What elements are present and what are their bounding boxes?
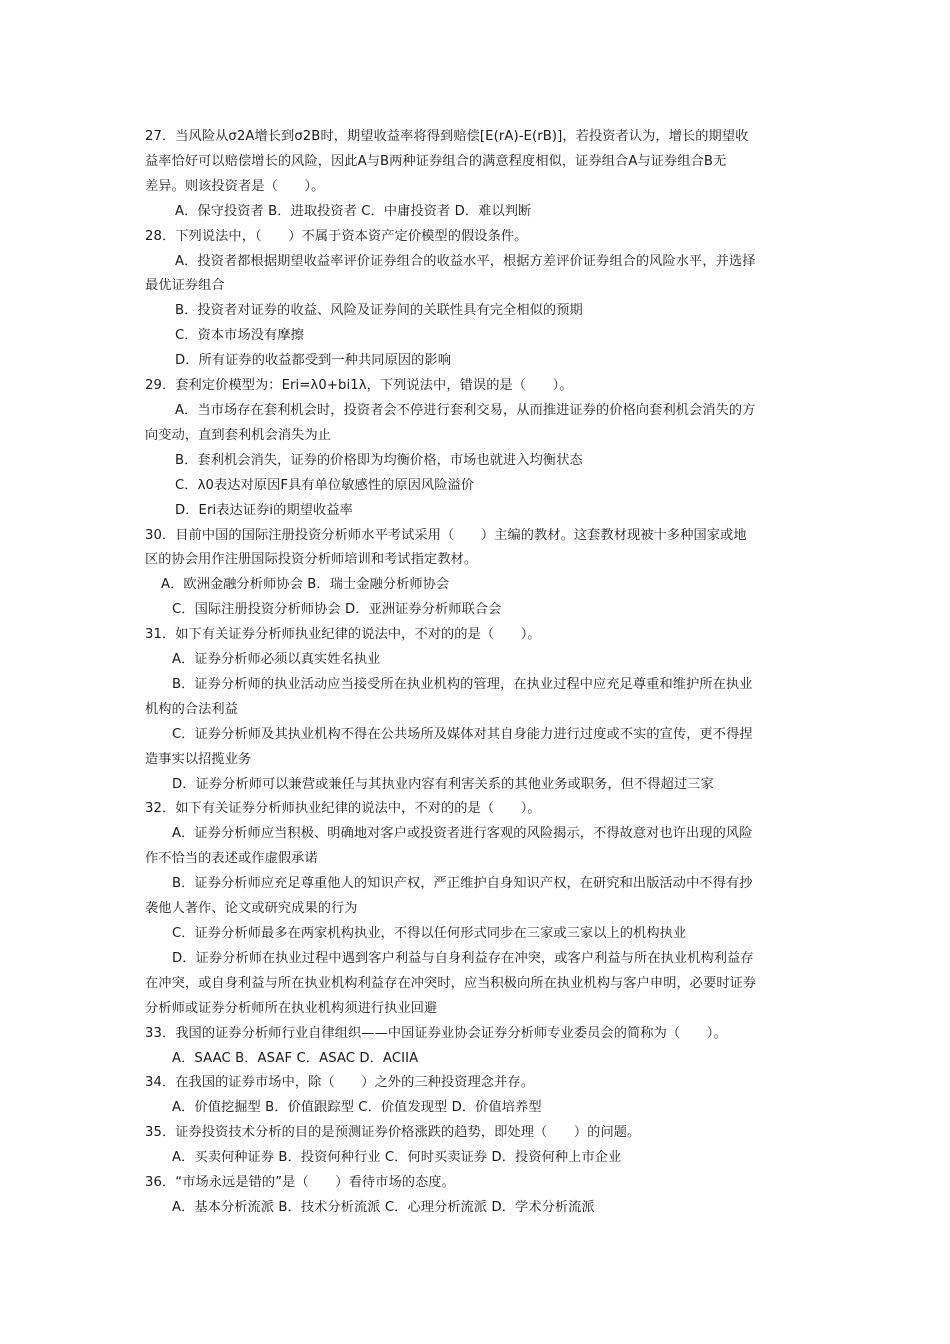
question-35-options: A．买卖何种证券 B．投资何种行业 C．何时买卖证券 D．投资何种上市企业	[172, 1150, 622, 1166]
question-31-option-d: D．证券分析师可以兼营或兼任与其执业内容有利害关系的其他业务或职务，但不得超过三家	[172, 776, 714, 792]
question-31-option-c-line-2: 造事实以招揽业务	[145, 751, 252, 767]
question-31-option-c-line-1: C．证券分析师及其执业机构不得在公共场所及媒体对其自身能力进行过度或不实的宣传，更不得捏	[172, 726, 753, 742]
question-27-options: A．保守投资者 B．进取投资者 C．中庸投资者 D．难以判断	[175, 203, 532, 219]
question-32-option-a-line-2: 作不恰当的表述或作虚假承诺	[145, 851, 318, 867]
question-30-options-ab: A．欧洲金融分析师协会 B．瑞士金融分析师协会	[161, 577, 450, 593]
question-29-option-c: C．λ0表达对原因F具有单位敏感性的原因风险溢价	[175, 477, 475, 493]
question-35-stem: 35．证券投资技术分析的目的是预测证券价格涨跌的趋势，即处理（ ）的问题。	[145, 1125, 641, 1141]
question-32-option-d-line-2: 在冲突，或自身利益与所在执业机构利益存在冲突时，应当积极向所在执业机构与客户申明，必要时证券	[145, 975, 757, 991]
question-34-options: A．价值挖掘型 B．价值跟踪型 C．价值发现型 D．价值培养型	[172, 1100, 542, 1116]
question-34-stem: 34．在我国的证券市场中，除（ ）之外的三种投资理念并存。	[145, 1075, 535, 1091]
question-28-option-a-line-2: 最优证券组合	[145, 278, 225, 294]
question-29-option-b: B．套利机会消失，证券的价格即为均衡价格，市场也就进入均衡状态	[175, 452, 583, 468]
question-31-option-a: A．证券分析师必须以真实姓名执业	[172, 652, 381, 668]
question-30-line-2: 区的协会用作注册国际投资分析师培训和考试指定教材。	[145, 552, 478, 568]
question-28-option-b: B．投资者对证券的收益、风险及证券间的关联性具有完全相似的预期	[175, 303, 583, 319]
question-28-option-d: D．所有证券的收益都受到一种共同原因的影响	[175, 353, 452, 369]
question-27-line-2: 益率恰好可以赔偿增长的风险，因此A与B两种证券组合的满意程度相似，证券组合A与证券组合B无	[145, 153, 727, 169]
question-31-stem: 31．如下有关证券分析师执业纪律的说法中，不对的的是（ ）。	[145, 627, 541, 643]
question-30-options-cd: C．国际注册投资分析师协会 D．亚洲证券分析师联合会	[172, 602, 502, 618]
question-32-option-a-line-1: A．证券分析师应当积极、明确地对客户或投资者进行客观的风险揭示，不得故意对也许出现的风险	[172, 826, 753, 842]
question-30-line-1: 30．目前中国的国际注册投资分析师水平考试采用（ ）主编的教材。这套教材现被十多种国家或地	[145, 527, 747, 543]
question-31-option-b-line-1: B．证券分析师的执业活动应当接受所在执业机构的管理，在执业过程中应充足尊重和维护所在执业	[172, 676, 753, 692]
question-32-option-d-line-1: D．证券分析师在执业过程中遇到客户利益与自身利益存在冲突，或客户利益与所在执业机构利益存	[172, 950, 754, 966]
question-29-option-d: D．Eri表达证券i的期望收益率	[175, 502, 353, 518]
question-31-option-b-line-2: 机构的合法利益	[145, 701, 239, 717]
question-27-line-3: 差异。则该投资者是（ ）。	[145, 178, 325, 194]
question-32-option-d-line-3: 分析师或证券分析师所在执业机构须进行执业回避	[145, 1000, 438, 1016]
question-36-options: A．基本分析流派 B．技术分析流派 C．心理分析流派 D．学术分析流派	[172, 1199, 595, 1215]
question-32-option-b-line-2: 袭他人著作、论文或研究成果的行为	[145, 901, 358, 917]
question-32-option-c: C．证券分析师最多在两家机构执业，不得以任何形式同步在三家或三家以上的机构执业	[172, 926, 687, 941]
question-32-option-b-line-1: B．证券分析师应充足尊重他人的知识产权，严正维护自身知识产权，在研究和出版活动中不得有抄	[172, 876, 753, 892]
question-33-options: A．SAAC B．ASAF C．ASAC D．ACIIA	[172, 1050, 419, 1066]
question-32-stem: 32．如下有关证券分析师执业纪律的说法中，不对的的是（ ）。	[145, 801, 541, 817]
question-29-option-a-line-2: 向变动，直到套利机会消失为止	[145, 427, 332, 443]
question-28-option-a-line-1: A．投资者都根据期望收益率评价证券组合的收益水平，根据方差评价证券组合的风险水平，并选择	[175, 253, 756, 269]
question-27-line-1: 27．当风险从σ2A增长到σ2B时，期望收益率将得到赔偿[E(rA)-E(rB)]，若投资者认为，增长的期望收	[145, 129, 749, 144]
question-28-option-c: C．资本市场没有摩擦	[175, 328, 304, 344]
question-33-stem: 33．我国的证券分析师行业自律组织——中国证券业协会证券分析师专业委员会的简称为（ ）。	[145, 1025, 727, 1041]
question-29-stem: 29．套利定价模型为：Eri=λ0+bi1λ，下列说法中，错误的是（ ）。	[145, 378, 573, 394]
question-36-stem: 36．“市场永远是错的”是（ ）看待市场的态度。	[145, 1175, 455, 1191]
question-29-option-a-line-1: A．当市场存在套利机会时，投资者会不停进行套利交易，从而推进证券的价格向套利机会消失的方	[175, 402, 756, 418]
document-body	[145, 125, 810, 1221]
question-28-stem: 28．下列说法中，（ ）不属于资本资产定价模型的假设条件。	[145, 228, 528, 244]
